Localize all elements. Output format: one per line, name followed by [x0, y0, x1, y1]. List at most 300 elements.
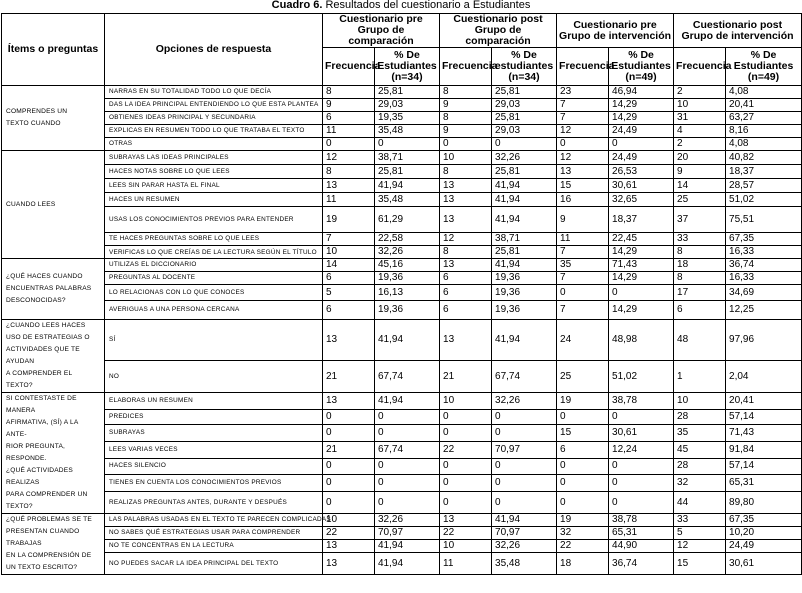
option-cell: NO PUEDES SACAR LA IDEA PRINCIPAL DEL TEXTO	[105, 553, 323, 575]
option-cell: PREGUNTAS AL DOCENTE	[105, 272, 323, 285]
percent-cell: 67,74	[492, 361, 557, 393]
frequency-cell: 0	[557, 458, 609, 475]
percent-cell: 41,94	[375, 540, 440, 553]
table-row	[2, 301, 802, 320]
percent-cell: 67,35	[726, 233, 802, 246]
option-cell: TIENES EN CUENTA LOS CONOCIMIENTOS PREVIOS	[105, 475, 323, 492]
frequency-cell: 21	[323, 441, 375, 458]
option-cell: HACES NOTAS SOBRE LO QUE LEES	[105, 165, 323, 179]
question-line: ¿QUÉ HACES CUANDO	[6, 273, 83, 280]
frequency-cell: 6	[440, 301, 492, 320]
question-line: CUANDO LEES	[6, 200, 56, 208]
option-cell: SUBRAYAS LAS IDEAS PRINCIPALES	[105, 151, 323, 165]
frequency-cell: 22	[323, 527, 375, 540]
percent-cell: 0	[609, 138, 674, 151]
frequency-cell: 32	[674, 475, 726, 492]
percent-cell: 75,51	[726, 207, 802, 233]
frequency-cell: 1	[674, 361, 726, 393]
percent-cell: 10,20	[726, 527, 802, 540]
frequency-cell: 19	[557, 514, 609, 527]
option-cell: AVERIGUAS A UNA PERSONA CERCANA	[105, 301, 323, 320]
frequency-cell: 25	[674, 193, 726, 207]
question-line: ¿CUANDO LEES HACES	[6, 322, 86, 329]
option-cell: DAS LA IDEA PRINCIPAL ENTENDIENDO LO QUE ESTA PLANTEA	[105, 99, 323, 112]
question-line: USO DE ESTRATEGIAS O	[6, 334, 90, 341]
percent-cell: 65,31	[609, 527, 674, 540]
header-freq-3: Frecuencia	[557, 48, 609, 86]
option-cell: LO RELACIONAS CON LO QUE CONOCES	[105, 285, 323, 301]
percent-cell: 0	[492, 475, 557, 492]
option-cell: PREDICES	[105, 409, 323, 424]
percent-cell: 67,74	[375, 361, 440, 393]
table-row	[2, 492, 802, 514]
percent-cell: 19,36	[492, 272, 557, 285]
header-options: Opciones de respuesta	[105, 14, 323, 86]
frequency-cell: 10	[440, 540, 492, 553]
percent-cell: 0	[492, 458, 557, 475]
frequency-cell: 9	[557, 207, 609, 233]
option-cell: SÍ	[105, 320, 323, 361]
percent-cell: 0	[375, 138, 440, 151]
frequency-cell: 9	[440, 99, 492, 112]
caption-label: Cuadro 6.	[271, 0, 323, 11]
percent-cell: 24,49	[609, 151, 674, 165]
frequency-cell: 7	[557, 99, 609, 112]
frequency-cell: 25	[557, 361, 609, 393]
table-row	[2, 125, 802, 138]
frequency-cell: 13	[323, 553, 375, 575]
percent-cell: 18,37	[726, 165, 802, 179]
percent-cell: 14,29	[609, 99, 674, 112]
percent-cell: 4,08	[726, 138, 802, 151]
percent-cell: 4,08	[726, 86, 802, 99]
question-cell	[2, 320, 105, 393]
percent-cell: 22,58	[375, 233, 440, 246]
frequency-cell: 5	[323, 285, 375, 301]
question-line: ENCUENTRAS PALABRAS	[6, 285, 92, 292]
percent-cell: 70,97	[492, 527, 557, 540]
option-cell: NO TE CONCENTRAS EN LA LECTURA	[105, 540, 323, 553]
percent-cell: 25,81	[492, 86, 557, 99]
frequency-cell: 21	[440, 361, 492, 393]
percent-cell: 19,36	[375, 301, 440, 320]
frequency-cell: 0	[557, 285, 609, 301]
percent-cell: 0	[375, 475, 440, 492]
frequency-cell: 8	[440, 86, 492, 99]
frequency-cell: 37	[674, 207, 726, 233]
percent-cell: 32,65	[609, 193, 674, 207]
option-cell: SUBRAYAS	[105, 425, 323, 442]
option-cell: ELABORAS UN RESUMEN	[105, 393, 323, 410]
question-line: ¿QUÉ PROBLEMAS SE TE	[6, 516, 92, 523]
option-cell: NO SABES QUÉ ESTRATEGIAS USAR PARA COMPRENDER	[105, 527, 323, 540]
frequency-cell: 18	[557, 553, 609, 575]
percent-cell: 32,26	[492, 540, 557, 553]
header-freq-4: Frecuencia	[674, 48, 726, 86]
percent-cell: 89,80	[726, 492, 802, 514]
percent-cell: 0	[609, 492, 674, 514]
frequency-cell: 13	[323, 179, 375, 193]
frequency-cell: 12	[323, 151, 375, 165]
percent-cell: 14,29	[609, 272, 674, 285]
frequency-cell: 0	[440, 475, 492, 492]
percent-cell: 25,81	[492, 246, 557, 259]
percent-cell: 70,97	[492, 441, 557, 458]
frequency-cell: 13	[440, 259, 492, 272]
frequency-cell: 7	[323, 233, 375, 246]
option-cell: LEES VARIAS VECES	[105, 441, 323, 458]
percent-cell: 18,37	[609, 207, 674, 233]
percent-cell: 25,81	[492, 112, 557, 125]
percent-cell: 25,81	[375, 86, 440, 99]
percent-cell: 14,29	[609, 112, 674, 125]
table-row	[2, 259, 802, 272]
percent-cell: 0	[375, 492, 440, 514]
percent-cell: 28,57	[726, 179, 802, 193]
percent-cell: 0	[492, 492, 557, 514]
frequency-cell: 10	[323, 246, 375, 259]
table-row	[2, 179, 802, 193]
question-line: PRESENTAN CUANDO TRABAJAS	[6, 528, 80, 547]
frequency-cell: 7	[557, 246, 609, 259]
percent-cell: 48,98	[609, 320, 674, 361]
table-row	[2, 527, 802, 540]
frequency-cell: 7	[557, 112, 609, 125]
frequency-cell: 24	[557, 320, 609, 361]
frequency-cell: 23	[557, 86, 609, 99]
table-row	[2, 151, 802, 165]
frequency-cell: 0	[440, 492, 492, 514]
frequency-cell: 0	[557, 409, 609, 424]
option-cell: NARRAS EN SU TOTALIDAD TODO LO QUE DECÍA	[105, 86, 323, 99]
table-row	[2, 285, 802, 301]
option-cell: HACES SILENCIO	[105, 458, 323, 475]
option-cell: LEES SIN PARAR HASTA EL FINAL	[105, 179, 323, 193]
table-row	[2, 246, 802, 259]
table-row	[2, 320, 802, 361]
frequency-cell: 15	[674, 553, 726, 575]
percent-cell: 30,61	[609, 425, 674, 442]
percent-cell: 41,94	[375, 553, 440, 575]
percent-cell: 0	[375, 458, 440, 475]
frequency-cell: 0	[323, 409, 375, 424]
percent-cell: 38,71	[375, 151, 440, 165]
question-cell	[2, 86, 105, 151]
percent-cell: 41,94	[375, 320, 440, 361]
results-table	[1, 13, 802, 575]
table-row	[2, 475, 802, 492]
frequency-cell: 2	[674, 138, 726, 151]
frequency-cell: 10	[674, 393, 726, 410]
percent-cell: 0	[375, 425, 440, 442]
header-group-4: Cuestionario post Grupo de intervención	[674, 14, 802, 48]
frequency-cell: 10	[323, 514, 375, 527]
frequency-cell: 8	[440, 246, 492, 259]
percent-cell: 45,16	[375, 259, 440, 272]
frequency-cell: 8	[674, 246, 726, 259]
frequency-cell: 5	[674, 527, 726, 540]
table-row	[2, 138, 802, 151]
percent-cell: 29,03	[492, 99, 557, 112]
table-row	[2, 441, 802, 458]
frequency-cell: 33	[674, 233, 726, 246]
frequency-cell: 10	[674, 99, 726, 112]
question-line: COMPRENDES UN	[6, 108, 68, 115]
percent-cell: 25,81	[375, 165, 440, 179]
frequency-cell: 21	[323, 361, 375, 393]
percent-cell: 25,81	[492, 165, 557, 179]
header-freq-1: Frecuencia	[323, 48, 375, 86]
question-line: A COMPRENDER EL TEXTO?	[6, 370, 73, 389]
table-row	[2, 425, 802, 442]
table-row	[2, 272, 802, 285]
question-line: UN TEXTO ESCRITO?	[6, 564, 78, 571]
frequency-cell: 48	[674, 320, 726, 361]
percent-cell: 41,94	[375, 393, 440, 410]
frequency-cell: 7	[557, 301, 609, 320]
percent-cell: 32,26	[492, 393, 557, 410]
percent-cell: 40,82	[726, 151, 802, 165]
table-row	[2, 112, 802, 125]
table-row	[2, 540, 802, 553]
percent-cell: 0	[492, 138, 557, 151]
percent-cell: 26,53	[609, 165, 674, 179]
header-group-3: Cuestionario pre Grupo de intervención	[557, 14, 674, 48]
table-row	[2, 193, 802, 207]
frequency-cell: 13	[440, 193, 492, 207]
percent-cell: 35,48	[375, 193, 440, 207]
table-row	[2, 99, 802, 112]
frequency-cell: 45	[674, 441, 726, 458]
percent-cell: 41,94	[492, 320, 557, 361]
frequency-cell: 35	[557, 259, 609, 272]
frequency-cell: 9	[323, 99, 375, 112]
frequency-cell: 13	[323, 320, 375, 361]
percent-cell: 36,74	[726, 259, 802, 272]
percent-cell: 38,71	[492, 233, 557, 246]
frequency-cell: 15	[557, 425, 609, 442]
question-cell	[2, 514, 105, 575]
percent-cell: 0	[492, 409, 557, 424]
question-line: DESCONOCIDAS?	[6, 297, 66, 304]
frequency-cell: 8	[440, 165, 492, 179]
table-row	[2, 165, 802, 179]
frequency-cell: 8	[440, 112, 492, 125]
percent-cell: 57,14	[726, 409, 802, 424]
percent-cell: 71,43	[726, 425, 802, 442]
frequency-cell: 0	[557, 492, 609, 514]
header-pct-1: % De Estudiantes (n=34)	[375, 48, 440, 86]
table-row	[2, 409, 802, 424]
frequency-cell: 6	[440, 272, 492, 285]
percent-cell: 41,94	[375, 179, 440, 193]
percent-cell: 32,26	[492, 151, 557, 165]
option-cell: OTRAS	[105, 138, 323, 151]
question-cell	[2, 259, 105, 320]
percent-cell: 63,27	[726, 112, 802, 125]
percent-cell: 14,29	[609, 301, 674, 320]
table-row	[2, 86, 802, 99]
frequency-cell: 13	[440, 514, 492, 527]
frequency-cell: 12	[674, 540, 726, 553]
frequency-cell: 10	[440, 151, 492, 165]
percent-cell: 12,24	[609, 441, 674, 458]
frequency-cell: 19	[557, 393, 609, 410]
option-cell: LAS PALABRAS USADAS EN EL TEXTO TE PARECEN COMPLICADAS	[105, 514, 323, 527]
frequency-cell: 8	[323, 165, 375, 179]
table-row	[2, 514, 802, 527]
table-row	[2, 233, 802, 246]
frequency-cell: 8	[674, 272, 726, 285]
frequency-cell: 6	[557, 441, 609, 458]
frequency-cell: 0	[323, 138, 375, 151]
percent-cell: 24,49	[726, 540, 802, 553]
frequency-cell: 35	[674, 425, 726, 442]
frequency-cell: 0	[323, 425, 375, 442]
frequency-cell: 9	[674, 165, 726, 179]
header-freq-2: Frecuencia	[440, 48, 492, 86]
percent-cell: 14,29	[609, 246, 674, 259]
question-line: RIOR PREGUNTA, RESPONDE.	[6, 443, 66, 462]
frequency-cell: 28	[674, 458, 726, 475]
percent-cell: 35,48	[492, 553, 557, 575]
frequency-cell: 6	[323, 272, 375, 285]
frequency-cell: 22	[557, 540, 609, 553]
percent-cell: 91,84	[726, 441, 802, 458]
percent-cell: 16,33	[726, 246, 802, 259]
table-row	[2, 393, 802, 410]
percent-cell: 19,35	[375, 112, 440, 125]
frequency-cell: 13	[440, 179, 492, 193]
percent-cell: 24,49	[609, 125, 674, 138]
frequency-cell: 31	[674, 112, 726, 125]
question-line: PARA COMPRENDER UN TEXTO?	[6, 491, 88, 510]
frequency-cell: 20	[674, 151, 726, 165]
percent-cell: 65,31	[726, 475, 802, 492]
percent-cell: 19,36	[492, 301, 557, 320]
question-line: TEXTO CUANDO	[6, 120, 61, 127]
header-items: Ítems o preguntas	[2, 14, 105, 86]
frequency-cell: 0	[323, 492, 375, 514]
percent-cell: 0	[609, 409, 674, 424]
percent-cell: 32,26	[375, 246, 440, 259]
frequency-cell: 0	[440, 425, 492, 442]
percent-cell: 19,36	[375, 272, 440, 285]
frequency-cell: 9	[440, 125, 492, 138]
percent-cell: 36,74	[609, 553, 674, 575]
percent-cell: 71,43	[609, 259, 674, 272]
frequency-cell: 6	[323, 112, 375, 125]
frequency-cell: 12	[557, 125, 609, 138]
option-cell: HACES UN RESUMEN	[105, 193, 323, 207]
percent-cell: 0	[609, 285, 674, 301]
percent-cell: 30,61	[726, 553, 802, 575]
option-cell: REALIZAS PREGUNTAS ANTES, DURANTE Y DESPUÉS	[105, 492, 323, 514]
question-cell	[2, 393, 105, 514]
question-line: SI CONTESTASTE DE MANERA	[6, 395, 77, 414]
option-cell: USAS LOS CONOCIMIENTOS PREVIOS PARA ENTENDER	[105, 207, 323, 233]
table-row	[2, 207, 802, 233]
percent-cell: 97,96	[726, 320, 802, 361]
percent-cell: 67,35	[726, 514, 802, 527]
percent-cell: 0	[375, 409, 440, 424]
percent-cell: 0	[492, 425, 557, 442]
percent-cell: 20,41	[726, 99, 802, 112]
header-pct-3: % De Estudiantes (n=49)	[609, 48, 674, 86]
percent-cell: 51,02	[609, 361, 674, 393]
frequency-cell: 12	[557, 151, 609, 165]
header-group-1: Cuestionario pre Grupo de comparación	[323, 14, 440, 48]
percent-cell: 30,61	[609, 179, 674, 193]
percent-cell: 20,41	[726, 393, 802, 410]
option-cell: VERIFICAS LO QUE CREÍAS DE LA LECTURA SEGÚN EL TÍTULO	[105, 246, 323, 259]
percent-cell: 29,03	[375, 99, 440, 112]
frequency-cell: 17	[674, 285, 726, 301]
percent-cell: 0	[609, 458, 674, 475]
frequency-cell: 12	[440, 233, 492, 246]
percent-cell: 41,94	[492, 179, 557, 193]
header-group-2: Cuestionario post Grupo de comparación	[440, 14, 557, 48]
frequency-cell: 28	[674, 409, 726, 424]
question-line: ACTIVIDADES QUE TE AYUDAN	[6, 346, 80, 365]
frequency-cell: 11	[440, 553, 492, 575]
percent-cell: 29,03	[492, 125, 557, 138]
frequency-cell: 18	[674, 259, 726, 272]
caption-text: Resultados del cuestionario a Estudiantes	[325, 0, 531, 11]
percent-cell: 16,33	[726, 272, 802, 285]
header-pct-2: % De estudiantes (n=34)	[492, 48, 557, 86]
frequency-cell: 6	[323, 301, 375, 320]
percent-cell: 67,74	[375, 441, 440, 458]
frequency-cell: 19	[323, 207, 375, 233]
frequency-cell: 16	[557, 193, 609, 207]
frequency-cell: 13	[440, 320, 492, 361]
frequency-cell: 2	[674, 86, 726, 99]
percent-cell: 61,29	[375, 207, 440, 233]
percent-cell: 32,26	[375, 514, 440, 527]
percent-cell: 41,94	[492, 207, 557, 233]
percent-cell: 51,02	[726, 193, 802, 207]
frequency-cell: 32	[557, 527, 609, 540]
frequency-cell: 6	[674, 301, 726, 320]
frequency-cell: 6	[440, 285, 492, 301]
frequency-cell: 13	[440, 207, 492, 233]
frequency-cell: 8	[323, 86, 375, 99]
frequency-cell: 4	[674, 125, 726, 138]
percent-cell: 38,78	[609, 514, 674, 527]
percent-cell: 22,45	[609, 233, 674, 246]
percent-cell: 44,90	[609, 540, 674, 553]
table-caption	[0, 0, 802, 13]
percent-cell: 38,78	[609, 393, 674, 410]
frequency-cell: 13	[557, 165, 609, 179]
frequency-cell: 11	[557, 233, 609, 246]
question-line: AFIRMATIVA, (SÍ) A LA ANTE-	[6, 419, 79, 438]
frequency-cell: 14	[674, 179, 726, 193]
option-cell: UTILIZAS EL DICCIONARIO	[105, 259, 323, 272]
percent-cell: 19,36	[492, 285, 557, 301]
percent-cell: 41,94	[492, 193, 557, 207]
question-line: ¿QUÉ ACTIVIDADES REALIZAS	[6, 467, 73, 486]
percent-cell: 41,94	[492, 514, 557, 527]
frequency-cell: 0	[557, 138, 609, 151]
frequency-cell: 0	[323, 458, 375, 475]
frequency-cell: 22	[440, 527, 492, 540]
percent-cell: 41,94	[492, 259, 557, 272]
percent-cell: 35,48	[375, 125, 440, 138]
frequency-cell: 0	[440, 138, 492, 151]
frequency-cell: 11	[323, 193, 375, 207]
